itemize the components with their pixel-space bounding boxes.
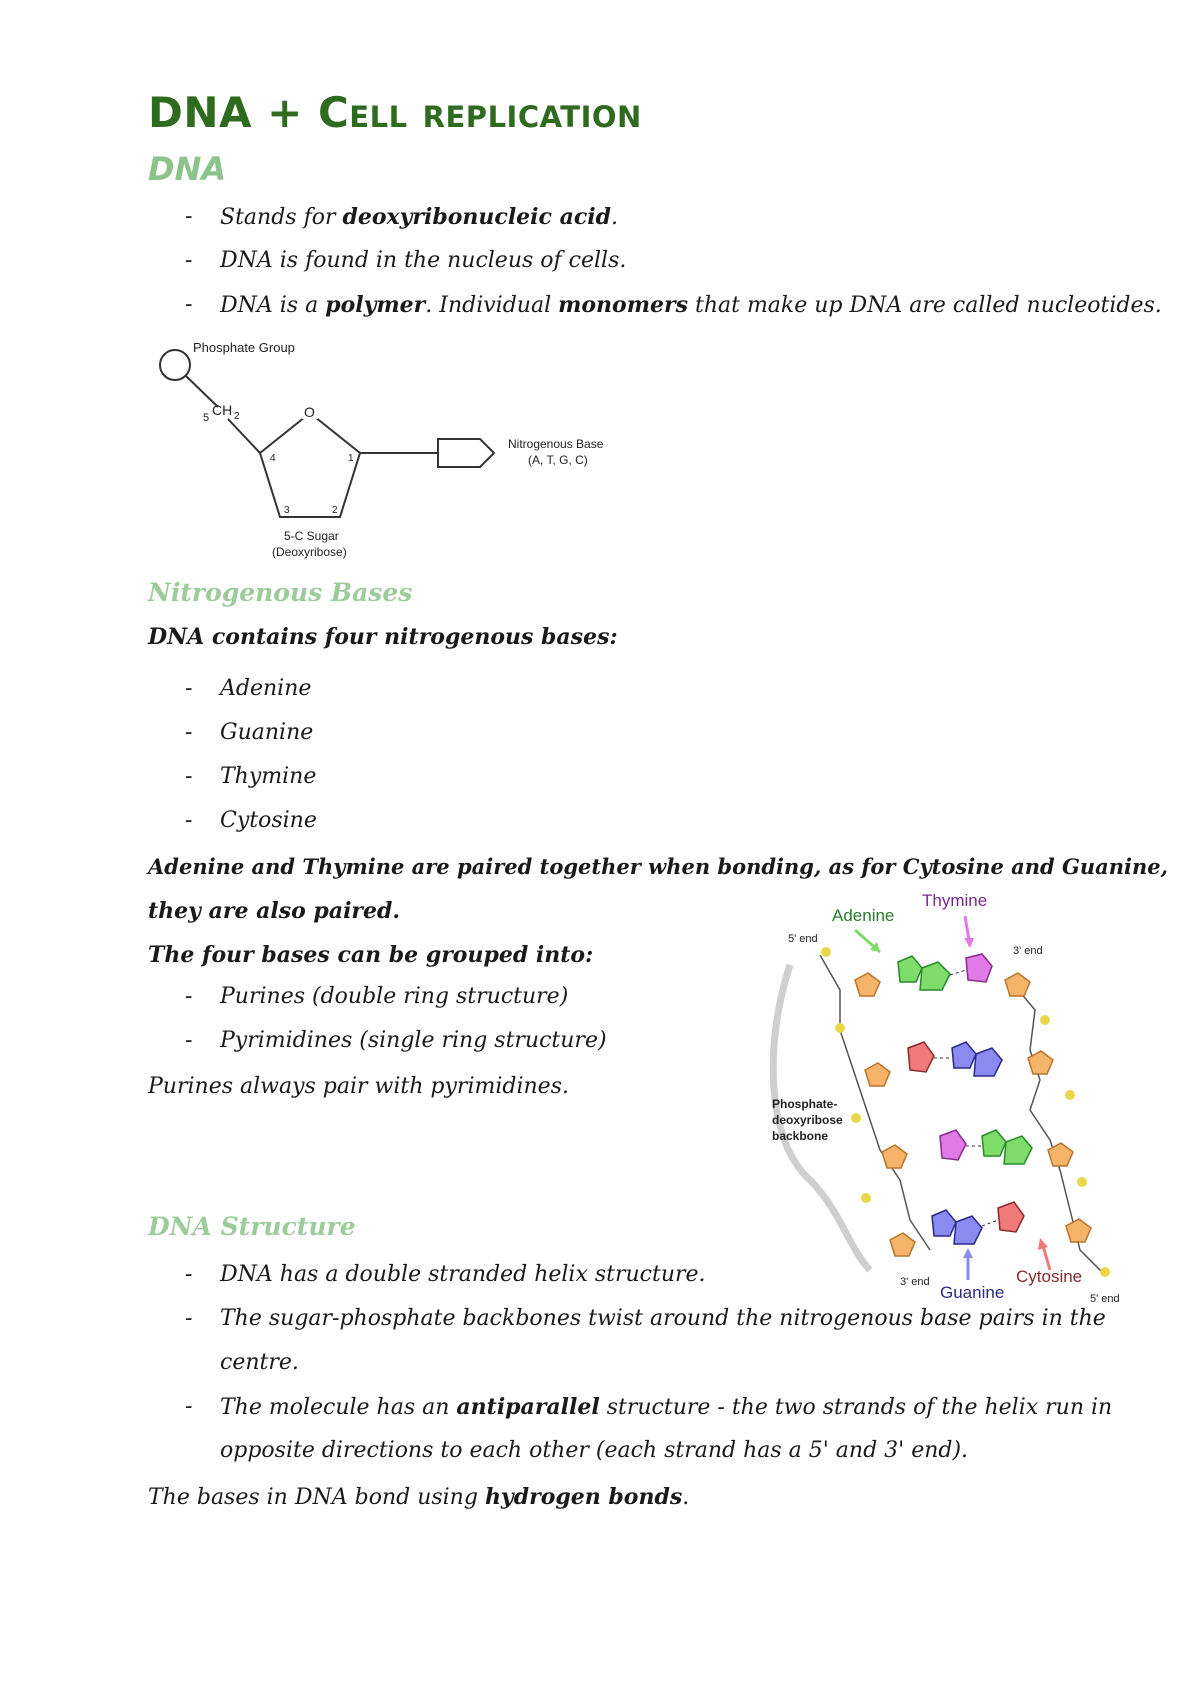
- hydrogen-bond-note: The bases in DNA bond using hydrogen bonds.: [148, 1484, 690, 1510]
- backbone-label-1: Phosphate-: [772, 1097, 838, 1111]
- bullet-dash: -: [185, 248, 193, 273]
- ch2-subscript: 2: [234, 411, 240, 422]
- sugar: [1005, 973, 1030, 996]
- adenine-label: Adenine: [832, 906, 895, 925]
- h-bond: [950, 970, 966, 975]
- base-item-cytosine: Cytosine: [220, 808, 317, 833]
- purine-rule: Purines always pair with pyrimidines.: [148, 1074, 569, 1099]
- structure-bullet-2-line-2: centre.: [220, 1350, 299, 1375]
- sugar: [882, 1145, 907, 1168]
- guanine-ring-b: [954, 1216, 982, 1244]
- thymine-label: Thymine: [922, 891, 988, 910]
- bullet-dash: -: [185, 1394, 193, 1419]
- bullet-dash: -: [185, 984, 193, 1009]
- dna-helix-diagram: [760, 880, 1140, 1305]
- pairing-line-2: they are also paired.: [148, 898, 401, 924]
- structure-bullet-3-line-1: The molecule has an antiparallel structure - the two strands of the helix run in: [220, 1394, 1113, 1420]
- cytosine-arrowhead: [1038, 1238, 1048, 1250]
- guanine-arrowhead: [963, 1248, 973, 1258]
- thymine-ring: [966, 954, 992, 982]
- bullet-dash: -: [185, 676, 193, 701]
- page-title: DNA + Cell replication: [148, 88, 642, 137]
- bullet-dash: -: [185, 764, 193, 789]
- phosphate: [851, 1113, 861, 1123]
- phosphate: [1077, 1177, 1087, 1187]
- base-label-2: (A, T, G, C): [528, 453, 588, 467]
- cytosine-ring: [908, 1042, 934, 1072]
- backbone-label-2: deoxyribose: [772, 1113, 843, 1127]
- dna-bullet-1: Stands for deoxyribonucleic acid.: [220, 204, 618, 230]
- guanine-label: Guanine: [940, 1283, 1005, 1302]
- guanine-ring-b: [974, 1048, 1002, 1076]
- bullet-dash: -: [185, 720, 193, 745]
- ch2-label: CH: [212, 402, 233, 418]
- adenine-ring-a: [982, 1130, 1006, 1156]
- structure-bullet-3-line-2: opposite directions to each other (each strand has a 5' and 3' end).: [220, 1438, 969, 1463]
- bases-intro: DNA contains four nitrogenous bases:: [148, 624, 618, 650]
- bullet-dash: -: [185, 204, 193, 229]
- carbon-1-label: 1: [348, 453, 354, 464]
- thymine-ring: [940, 1130, 966, 1160]
- phosphate: [1100, 1267, 1110, 1277]
- ch2-bond: [228, 419, 260, 453]
- carbon-3-label: 3: [284, 505, 290, 516]
- grouping-intro: The four bases can be grouped into:: [148, 942, 594, 968]
- sugar-ring: [260, 413, 360, 517]
- phosphate: [1065, 1090, 1075, 1100]
- five-end-top-label: 5' end: [788, 933, 818, 945]
- three-end-bottom-label: 3' end: [900, 1276, 930, 1288]
- bullet-dash: -: [185, 292, 193, 317]
- three-end-top-label: 3' end: [1013, 945, 1043, 957]
- thymine-arrowhead: [964, 938, 974, 948]
- sugar: [855, 973, 880, 996]
- pairing-line-1: Adenine and Thymine are paired together when bonding, as for Cytosine and Guanine,: [148, 854, 1168, 879]
- section-heading-structure: DNA Structure: [148, 1212, 356, 1241]
- carbon-4-label: 4: [270, 453, 276, 464]
- group-pyrimidines: Pyrimidines (single ring structure): [220, 1028, 607, 1053]
- structure-bullet-1: DNA has a double stranded helix structure.: [220, 1262, 706, 1287]
- base-item-thymine: Thymine: [220, 764, 317, 789]
- base-pentagon: [438, 439, 494, 467]
- base-item-adenine: Adenine: [220, 676, 312, 701]
- carbon-5-label: 5: [203, 412, 210, 424]
- adenine-ring-b: [1004, 1136, 1032, 1164]
- cytosine-label: Cytosine: [1016, 1267, 1083, 1286]
- adenine-ring-a: [898, 956, 922, 982]
- strand-right: [1010, 980, 1105, 1275]
- phosphate: [835, 1023, 845, 1033]
- bullet-dash: -: [185, 1306, 193, 1331]
- cytosine-ring: [998, 1202, 1024, 1232]
- dna-bullet-2: DNA is found in the nucleus of cells.: [220, 248, 627, 273]
- carbon-2-label: 2: [332, 505, 338, 516]
- sugar: [1066, 1219, 1091, 1242]
- sugar: [890, 1233, 915, 1256]
- section-heading-bases: Nitrogenous Bases: [148, 578, 413, 607]
- sugar: [865, 1063, 890, 1086]
- nucleotide-diagram: [148, 335, 648, 565]
- backbone-label-3: backbone: [772, 1129, 829, 1143]
- oxygen-label: O: [304, 404, 315, 420]
- bullet-dash: -: [185, 1028, 193, 1053]
- group-purines: Purines (double ring structure): [220, 984, 569, 1009]
- phosphate: [861, 1193, 871, 1203]
- dna-bullet-3: DNA is a polymer. Individual monomers that make up DNA are called nucleotides.: [220, 292, 1162, 318]
- base-label-1: Nitrogenous Base: [508, 437, 604, 451]
- bullet-dash: -: [185, 808, 193, 833]
- phosphate-label: Phosphate Group: [193, 340, 295, 355]
- sugar-label-1: 5-C Sugar: [284, 529, 339, 543]
- phosphate: [821, 947, 831, 957]
- guanine-ring-a: [932, 1210, 956, 1236]
- base-item-guanine: Guanine: [220, 720, 314, 745]
- five-end-bottom-label: 5' end: [1090, 1293, 1120, 1305]
- section-heading-dna: DNA: [148, 150, 227, 188]
- h-bond: [982, 1220, 998, 1226]
- sugar-label-2: (Deoxyribose): [272, 545, 347, 559]
- adenine-ring-b: [920, 962, 950, 990]
- phosphate: [1040, 1015, 1050, 1025]
- phosphate-circle: [160, 350, 190, 380]
- bullet-dash: -: [185, 1262, 193, 1287]
- guanine-ring-a: [952, 1042, 976, 1068]
- structure-bullet-2-line-1: The sugar-phosphate backbones twist around the nitrogenous base pairs in the: [220, 1306, 1106, 1331]
